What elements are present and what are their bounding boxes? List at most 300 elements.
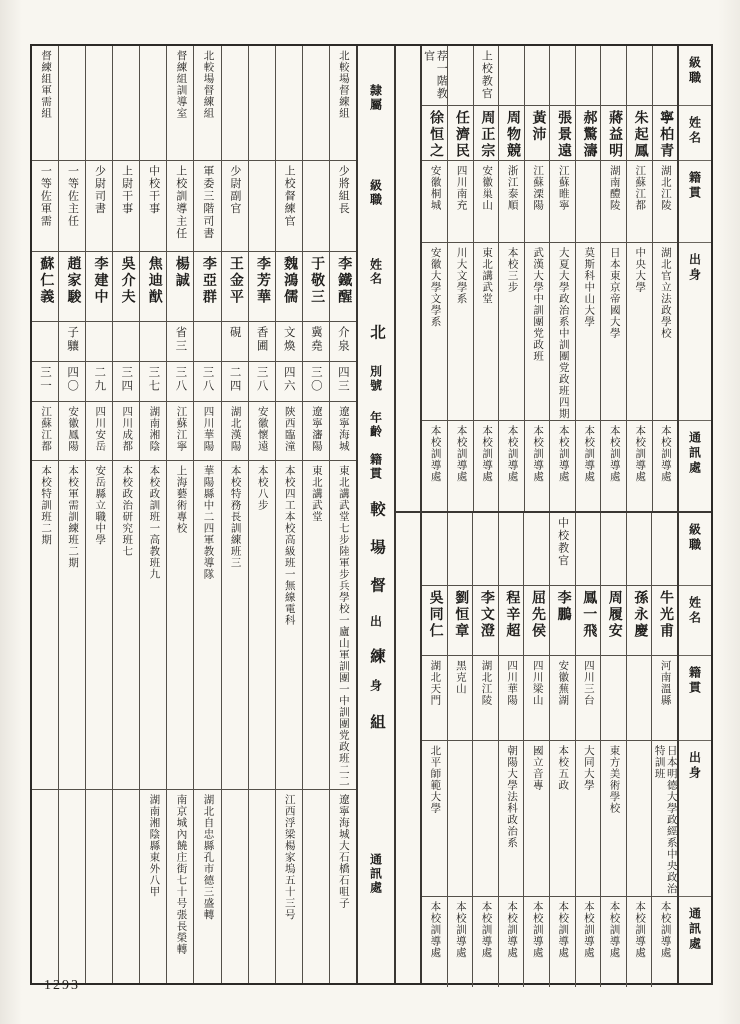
origin-cell	[550, 741, 575, 897]
right-header-top-labels	[679, 46, 711, 513]
affiliation-cell	[194, 46, 220, 161]
cell-text: 湖北官立法政學校	[659, 247, 671, 339]
name-cell	[473, 586, 498, 656]
address-cell	[525, 421, 550, 511]
alias-cell	[32, 322, 58, 362]
alias-cell	[140, 322, 166, 362]
person-column	[575, 513, 601, 987]
cell-text: 本校訓導處	[608, 425, 620, 483]
alias-cell	[167, 322, 193, 362]
row-label	[358, 355, 394, 405]
name-cell	[474, 106, 499, 161]
rank-cell	[422, 46, 447, 106]
cell-text: 荐一階教官	[422, 50, 448, 100]
alias-cell	[330, 322, 356, 362]
cell-text: 本校政訓班一高教班九	[148, 465, 160, 581]
right-header-bottom-labels	[679, 513, 711, 987]
cell-text: 四川梁山	[531, 660, 543, 706]
cell-text: 湖北漢陽	[229, 405, 241, 452]
cell-text: 王金平	[227, 256, 243, 306]
cell-text: 本校四工本校高級班一無線電科	[283, 465, 295, 627]
group-title-char	[358, 529, 394, 566]
group-title-char	[358, 310, 394, 355]
cell-text: 大夏大學政治系中訓團党政班四期	[557, 247, 569, 420]
cell-text: 安岳縣立職中學	[94, 465, 106, 546]
spacer-column	[396, 46, 422, 983]
cell-text: 子驤	[66, 325, 79, 353]
age-cell	[222, 362, 248, 402]
cell-text: 一等佐主任	[66, 164, 79, 228]
cell-text: 東方美術學校	[608, 745, 620, 814]
label-text: 較	[368, 501, 385, 517]
person-column	[166, 46, 193, 983]
cell-text: 吳介夫	[119, 256, 135, 306]
label-text: 出身	[687, 751, 702, 781]
cell-text: 周正宗	[479, 110, 495, 160]
cell-text: 本校訓導處	[455, 425, 467, 483]
cell-text: 遼寧海城大石橋石咀子	[337, 793, 349, 909]
cell-text: 本校政治研究班七	[121, 465, 133, 558]
cell-text: 香圃	[255, 325, 268, 353]
address-cell	[330, 790, 356, 983]
roster-grid	[30, 44, 713, 985]
cell-text: 本校訓導處	[634, 425, 646, 483]
name-cell	[422, 106, 447, 161]
right-table-top-group	[422, 46, 677, 513]
cell-text: 本校訓導處	[532, 425, 544, 483]
origin-cell	[222, 461, 248, 790]
cell-text: 本校訓導處	[481, 425, 493, 483]
rank-cell	[652, 513, 677, 586]
cell-text: 安徽大學文學系	[429, 247, 441, 328]
affiliation-cell	[59, 46, 85, 161]
person-column	[523, 513, 549, 987]
age-cell	[249, 362, 275, 402]
rank-cell	[140, 161, 166, 253]
cell-text: 安徽桐城	[429, 165, 441, 211]
label-text: 級職	[687, 523, 702, 553]
person-column	[447, 46, 473, 511]
address-cell	[303, 790, 329, 983]
rank-cell	[167, 161, 193, 253]
header-label	[679, 243, 711, 421]
address-cell	[550, 421, 575, 511]
label-text: 通訊處	[687, 907, 702, 952]
cell-text: 朝陽大學法科政治系	[506, 745, 518, 849]
native-place-cell	[473, 656, 498, 741]
origin-cell	[448, 243, 473, 421]
origin-cell	[627, 741, 652, 897]
origin-cell	[653, 243, 678, 421]
person-column	[422, 513, 447, 987]
cell-text: 本校八步	[256, 465, 268, 512]
group-title-char	[358, 566, 394, 604]
origin-cell	[550, 243, 575, 421]
cell-text: 四川南充	[455, 165, 467, 211]
cell-text: 蘇仁義	[38, 256, 54, 306]
person-column	[221, 46, 248, 983]
address-cell	[550, 897, 575, 987]
address-cell	[576, 421, 601, 511]
row-label	[358, 46, 394, 151]
origin-cell	[627, 243, 652, 421]
cell-text: 日本明德大學政經系中央政治特訓班	[653, 745, 677, 895]
row-label	[358, 446, 394, 489]
cell-text: 三八	[255, 365, 268, 393]
label-text: 年齡	[368, 411, 383, 440]
center-header-strip	[356, 46, 396, 983]
cell-text: 華陽縣中二四軍教導隊	[202, 465, 214, 581]
origin-cell	[422, 243, 447, 421]
person-column	[472, 513, 498, 987]
name-cell	[330, 252, 356, 322]
header-label	[679, 421, 711, 511]
cell-text: 魏鴻儒	[282, 256, 298, 306]
address-cell	[653, 421, 678, 511]
address-cell	[474, 421, 499, 511]
cell-text: 于敬三	[309, 256, 325, 306]
header-label	[679, 656, 711, 741]
cell-text: 江蘇睢寧	[557, 165, 569, 211]
cell-text: 三一	[39, 365, 52, 393]
rank-cell	[422, 513, 447, 586]
cell-text: 楊誠	[173, 256, 189, 290]
affiliation-cell	[222, 46, 248, 161]
origin-cell	[448, 741, 473, 897]
cell-text: 上校教官	[480, 50, 493, 100]
rank-cell	[303, 161, 329, 253]
cell-text: 江蘇溧陽	[532, 165, 544, 211]
cell-text: 四川華陽	[202, 405, 214, 452]
name-cell	[113, 252, 139, 322]
native-place-cell	[524, 656, 549, 741]
cell-text: 中央大學	[634, 247, 646, 293]
label-text: 組	[368, 714, 385, 730]
address-cell	[167, 790, 193, 983]
rank-cell	[601, 46, 626, 106]
name-cell	[59, 252, 85, 322]
origin-cell	[524, 741, 549, 897]
native-place-cell	[32, 402, 58, 462]
label-text: 別號	[368, 365, 383, 394]
name-cell	[652, 586, 677, 656]
native-place-cell	[601, 656, 626, 741]
affiliation-cell	[113, 46, 139, 161]
rank-cell	[499, 513, 524, 586]
rank-cell	[448, 513, 473, 586]
address-cell	[86, 790, 112, 983]
cell-text: 焦迪猷	[146, 256, 162, 306]
address-cell	[601, 421, 626, 511]
address-cell	[422, 897, 447, 987]
address-cell	[448, 897, 473, 987]
origin-cell	[59, 461, 85, 790]
address-cell	[448, 421, 473, 511]
name-cell	[276, 252, 302, 322]
row-label	[358, 404, 394, 446]
person-column	[652, 46, 678, 511]
cell-text: 上校督練官	[283, 164, 296, 228]
origin-cell	[422, 741, 447, 897]
rank-cell	[473, 513, 498, 586]
name-cell	[601, 106, 626, 161]
age-cell	[140, 362, 166, 402]
cell-text: 安徽懷遠	[256, 405, 268, 452]
cell-text: 二九	[93, 365, 106, 393]
origin-cell	[473, 741, 498, 897]
name-cell	[627, 586, 652, 656]
cell-text: 北較場督練組	[337, 50, 349, 119]
person-column	[651, 513, 677, 987]
cell-text: 四三	[336, 365, 349, 393]
native-place-cell	[422, 656, 447, 741]
origin-cell	[303, 461, 329, 790]
native-place-cell	[113, 402, 139, 462]
native-place-cell	[499, 656, 524, 741]
native-place-cell	[222, 402, 248, 462]
person-column	[524, 46, 550, 511]
label-text: 身	[368, 678, 383, 693]
native-place-cell	[525, 161, 550, 243]
alias-cell	[249, 322, 275, 362]
cell-text: 任濟民	[453, 110, 469, 160]
cell-text: 四川成都	[121, 405, 133, 452]
label-text: 練	[368, 648, 385, 664]
cell-text: 省三	[174, 325, 187, 353]
native-place-cell	[627, 161, 652, 243]
cell-text: 湖北自忠縣孔市德三盛轉	[202, 793, 214, 921]
address-cell	[113, 790, 139, 983]
cell-text: 遼寧瀋陽	[310, 405, 322, 452]
cell-text: 本校訓導處	[608, 901, 620, 959]
cell-text: 本校三步	[506, 247, 518, 293]
address-cell	[140, 790, 166, 983]
cell-text: 硯	[228, 325, 241, 340]
name-cell	[303, 252, 329, 322]
person-column	[422, 46, 447, 511]
cell-text: 屈先侯	[530, 590, 546, 640]
cell-text: 吳同仁	[427, 590, 443, 640]
person-column	[447, 513, 473, 987]
age-cell	[194, 362, 220, 402]
origin-cell	[525, 243, 550, 421]
cell-text: 本校訓導處	[480, 901, 492, 959]
cell-text: 湖北江陵	[480, 660, 492, 706]
cell-text: 本校訓導處	[634, 901, 646, 959]
cell-text: 浙江泰順	[506, 165, 518, 211]
rank-cell	[601, 513, 626, 586]
cell-text: 本校訓導處	[429, 901, 441, 959]
cell-text: 本校軍需訓練班二期	[67, 465, 79, 569]
native-place-cell	[422, 161, 447, 243]
address-cell	[627, 897, 652, 987]
name-cell	[499, 106, 524, 161]
person-column	[626, 513, 652, 987]
label-text: 姓名	[687, 116, 702, 146]
cell-text: 上海藝術專校	[175, 465, 187, 535]
label-text: 級職	[368, 178, 383, 207]
rank-cell	[627, 513, 652, 586]
person-column	[498, 46, 524, 511]
cell-text: 本校訓導處	[531, 901, 543, 959]
cell-text: 本校訓導處	[659, 901, 671, 959]
header-label	[679, 897, 711, 987]
cell-text: 軍委三階司書	[201, 164, 214, 240]
cell-text: 東北講武堂七步陸軍步兵學校一廬山軍訓團一中訓團党政班二二	[337, 465, 349, 788]
rank-cell	[59, 161, 85, 253]
rank-cell	[576, 46, 601, 106]
cell-text: 少尉副官	[228, 164, 241, 215]
origin-cell	[249, 461, 275, 790]
group-title-char	[358, 641, 394, 671]
age-cell	[303, 362, 329, 402]
cell-text: 三〇	[309, 365, 322, 393]
group-title-char	[358, 701, 394, 743]
alias-cell	[222, 322, 248, 362]
origin-cell	[194, 461, 220, 790]
cell-text: 湖北天門	[429, 660, 441, 706]
cell-text: 北較場督練組	[202, 50, 214, 119]
cell-text: 李亞群	[200, 256, 216, 306]
name-cell	[448, 106, 473, 161]
cell-text: 牛光甫	[657, 590, 673, 640]
cell-text: 東北講武堂	[310, 465, 322, 523]
cell-text: 河南溫縣	[659, 660, 671, 706]
address-cell	[601, 897, 626, 987]
alias-cell	[86, 322, 112, 362]
cell-text: 張景遠	[556, 110, 572, 160]
row-label	[358, 603, 394, 641]
name-cell	[524, 586, 549, 656]
rank-cell	[448, 46, 473, 106]
cell-text: 本校特務長訓練班三	[229, 465, 241, 569]
rank-cell	[249, 161, 275, 253]
cell-text: 三七	[147, 365, 160, 393]
label-text: 籍貫	[687, 171, 702, 201]
alias-cell	[59, 322, 85, 362]
name-cell	[550, 586, 575, 656]
right-table-bottom-group	[422, 513, 677, 987]
right-header-column	[677, 46, 711, 983]
address-cell	[422, 421, 447, 511]
rank-cell	[86, 161, 112, 253]
affiliation-cell	[32, 46, 58, 161]
address-cell	[499, 897, 524, 987]
person-column	[329, 46, 356, 983]
cell-text: 四川安岳	[94, 405, 106, 452]
cell-text: 李文澄	[478, 590, 494, 640]
name-cell	[222, 252, 248, 322]
label-text: 通訊處	[687, 431, 702, 476]
rank-cell	[222, 161, 248, 253]
rank-cell	[576, 513, 601, 586]
cell-text: 四川三台	[582, 660, 594, 706]
cell-text: 安徽蕪湖	[557, 660, 569, 706]
cell-text: 日本東京帝國大學	[608, 247, 620, 339]
cell-text: 南京城內饒庄街七十号張長榮轉	[175, 793, 187, 955]
native-place-cell	[140, 402, 166, 462]
name-cell	[194, 252, 220, 322]
age-cell	[276, 362, 302, 402]
name-cell	[576, 586, 601, 656]
cell-text: 朱起鳳	[632, 110, 648, 160]
cell-text: 郝驚濤	[581, 110, 597, 160]
address-cell	[249, 790, 275, 983]
rank-cell	[524, 513, 549, 586]
name-cell	[249, 252, 275, 322]
origin-cell	[86, 461, 112, 790]
alias-cell	[113, 322, 139, 362]
native-place-cell	[576, 656, 601, 741]
origin-cell	[140, 461, 166, 790]
cell-text: 鳳一飛	[581, 590, 597, 640]
native-place-cell	[448, 656, 473, 741]
cell-text: 徐恒之	[427, 110, 443, 160]
age-cell	[86, 362, 112, 402]
cell-text: 三八	[201, 365, 214, 393]
cell-text: 中校教官	[556, 517, 569, 567]
origin-cell	[32, 461, 58, 790]
origin-cell	[601, 243, 626, 421]
rank-cell	[194, 161, 220, 253]
rank-cell	[276, 161, 302, 253]
cell-text: 程辛超	[504, 590, 520, 640]
person-column	[58, 46, 85, 983]
label-text: 姓名	[368, 258, 383, 287]
name-cell	[86, 252, 112, 322]
right-roster-table	[422, 46, 677, 983]
label-text: 籍貫	[687, 666, 702, 696]
age-cell	[32, 362, 58, 402]
cell-text: 上尉干事	[120, 164, 133, 215]
person-column	[549, 513, 575, 987]
cell-text: 介泉	[336, 325, 349, 353]
affiliation-cell	[330, 46, 356, 161]
native-place-cell	[550, 161, 575, 243]
origin-cell	[330, 461, 356, 790]
cell-text: 本校訓導處	[557, 425, 569, 483]
address-cell	[524, 897, 549, 987]
cell-text: 少將組長	[337, 164, 350, 215]
rank-cell	[627, 46, 652, 106]
label-text: 隸屬	[368, 84, 383, 113]
row-label	[358, 743, 394, 983]
cell-text: 安徽鳳陽	[67, 405, 79, 452]
cell-text: 孫永慶	[632, 590, 648, 640]
label-text: 場	[368, 539, 385, 555]
origin-cell	[113, 461, 139, 790]
person-column	[248, 46, 275, 983]
cell-text: 二四	[228, 365, 241, 393]
cell-text: 本校特訓班二期	[40, 465, 52, 546]
cell-text: 寧柏青	[658, 110, 674, 160]
address-cell	[499, 421, 524, 511]
cell-text: 本校訓導處	[557, 901, 569, 959]
cell-text: 湖南湘陰縣東外八甲	[148, 793, 160, 898]
native-place-cell	[652, 656, 677, 741]
cell-text: 武漢大學中訓團党政班	[532, 247, 544, 362]
cell-text: 文煥	[282, 325, 295, 353]
label-text: 出	[368, 615, 383, 630]
person-column	[302, 46, 329, 983]
name-cell	[550, 106, 575, 161]
native-place-cell	[249, 402, 275, 462]
name-cell	[422, 586, 447, 656]
cell-text: 莫斯科中山大學	[583, 247, 595, 328]
cell-text: 四川華陽	[506, 660, 518, 706]
label-text: 出身	[687, 253, 702, 283]
address-cell	[59, 790, 85, 983]
